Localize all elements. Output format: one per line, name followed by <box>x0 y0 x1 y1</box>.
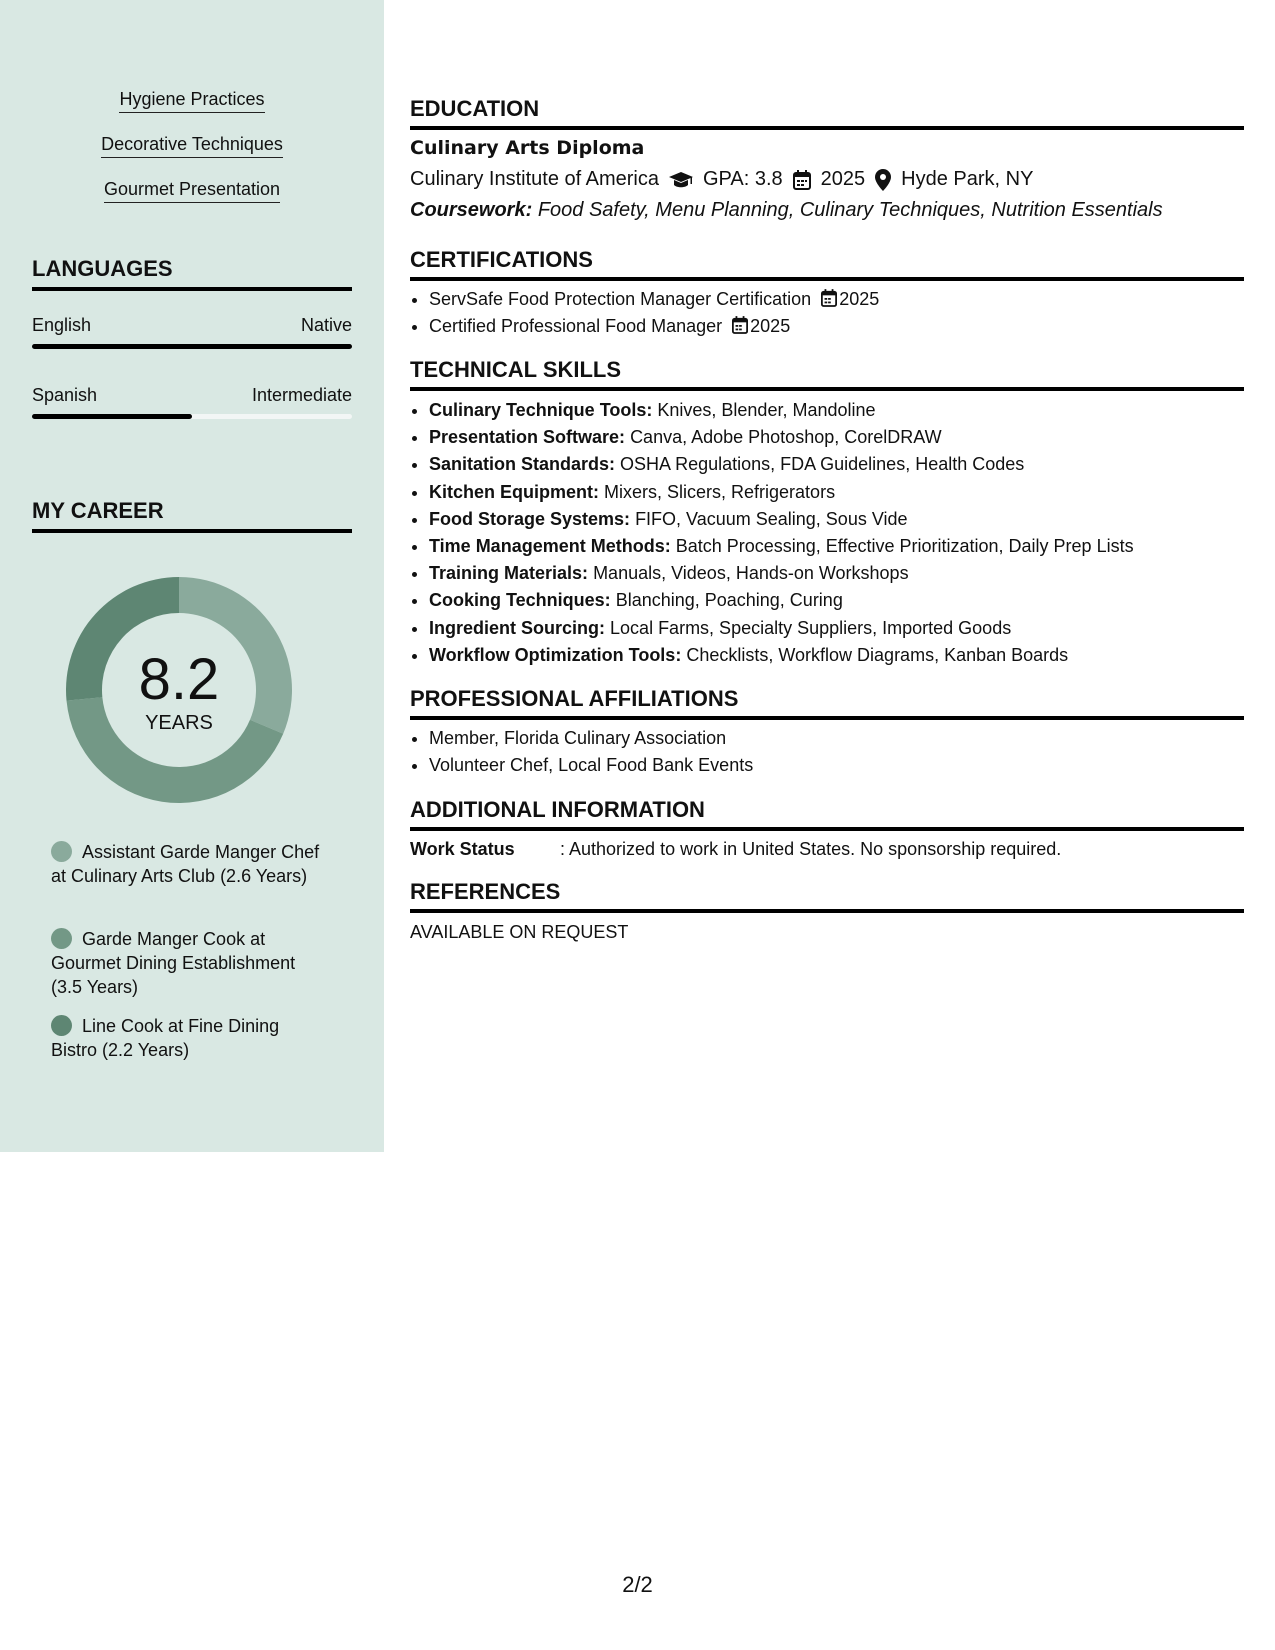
list-item: • Volunteer Chef, Local Food Bank Events <box>429 752 1263 779</box>
graduation-cap-icon <box>669 170 693 190</box>
career-total-value: 8.2 <box>138 647 220 712</box>
language-bar-spanish <box>32 414 352 419</box>
skill-item: Hygiene Practices <box>0 89 384 110</box>
career-dot <box>51 928 72 949</box>
coursework <box>410 199 1244 222</box>
additional-info-heading: ADDITIONAL INFORMATION <box>410 797 1244 831</box>
skill-list-item: • Presentation Software: Canva, Adobe Photoshop, CorelDRAW <box>429 424 1263 451</box>
degree-title: Culinary Arts Diploma <box>410 137 645 159</box>
calendar-icon <box>793 170 811 190</box>
skill-list-item: • Sanitation Standards: OSHA Regulations, FDA Guidelines, Health Codes <box>429 451 1263 478</box>
language-level: Intermediate <box>251 385 352 405</box>
technical-skills-list <box>410 397 1263 669</box>
references-heading: REFERENCES <box>410 879 1244 913</box>
education-meta <box>410 168 1244 191</box>
coursework-label: Coursework: <box>410 199 533 221</box>
skill-list-item: • Kitchen Equipment: Mixers, Slicers, Refrigerators <box>429 479 1263 506</box>
career-donut-chart <box>62 573 296 807</box>
language-row-spanish <box>32 385 352 406</box>
list-item: • Member, Florida Culinary Association <box>429 725 1263 752</box>
graduation-year: 2025 <box>820 168 866 190</box>
sidebar <box>0 0 384 1152</box>
career-dot <box>51 841 72 862</box>
page-number: 2/2 <box>622 1572 653 1597</box>
references-text: AVAILABLE ON REQUEST <box>410 922 629 942</box>
calendar-icon <box>732 316 748 334</box>
work-status-label: Work Status <box>410 839 515 859</box>
language-name: Spanish <box>32 385 98 405</box>
skill-list-item: • Culinary Technique Tools: Knives, Blender, Mandoline <box>429 397 1263 424</box>
gpa: GPA: 3.8 <box>703 168 783 190</box>
location-pin-icon <box>875 169 891 191</box>
career-item: Garde Manger Cook at Gourmet Dining Establishment (3.5 Years) <box>51 929 296 997</box>
skill-list-item: • Ingredient Sourcing: Local Farms, Specialty Suppliers, Imported Goods <box>429 615 1263 642</box>
skill-list-item: • Workflow Optimization Tools: Checklists, Workflow Diagrams, Kanban Boards <box>429 642 1263 669</box>
language-bar-fill <box>32 344 352 349</box>
career-dot <box>51 1015 72 1036</box>
affiliations-heading: PROFESSIONAL AFFILIATIONS <box>410 686 1244 720</box>
skill-list-item: • Time Management Methods: Batch Processing, Effective Prioritization, Daily Prep Lists <box>429 533 1263 560</box>
list-item: • Certified Professional Food Manager 2025 <box>429 313 1263 340</box>
location: Hyde Park, NY <box>901 168 1034 190</box>
certifications-list <box>410 286 1263 340</box>
affiliations-list <box>410 725 1263 779</box>
education-heading: EDUCATION <box>410 96 1244 130</box>
skill-list-item: • Food Storage Systems: FIFO, Vacuum Sealing, Sous Vide <box>429 506 1263 533</box>
calendar-icon <box>821 289 837 307</box>
career-total-unit: YEARS <box>145 712 213 734</box>
work-status-value: : Authorized to work in United States. No sponsorship required. <box>560 839 1062 859</box>
certifications-heading: CERTIFICATIONS <box>410 247 1244 281</box>
coursework-list: Food Safety, Menu Planning, Culinary Techniques, Nutrition Essentials <box>537 199 1163 221</box>
language-level: Native <box>300 315 352 335</box>
list-item: • ServSafe Food Protection Manager Certification 2025 <box>429 286 1263 313</box>
work-status-row <box>410 839 1244 860</box>
language-row-english <box>32 315 352 336</box>
technical-skills-heading: TECHNICAL SKILLS <box>410 357 1244 391</box>
institution: Culinary Institute of America <box>410 168 659 190</box>
language-bar-english <box>32 344 352 349</box>
career-item: Line Cook at Fine Dining Bistro (2.2 Years) <box>51 1016 280 1060</box>
career-heading: MY CAREER <box>32 498 352 533</box>
languages-heading: LANGUAGES <box>32 256 352 291</box>
skill-item: Gourmet Presentation <box>0 179 384 200</box>
language-bar-fill <box>32 414 192 419</box>
skill-item: Decorative Techniques <box>0 134 384 155</box>
skill-list-item: • Cooking Techniques: Blanching, Poaching, Curing <box>429 587 1263 614</box>
career-item: Assistant Garde Manger Chef at Culinary Arts Club (2.6 Years) <box>51 842 320 886</box>
language-name: English <box>32 315 92 335</box>
skill-list-item: • Training Materials: Manuals, Videos, Hands-on Workshops <box>429 560 1263 587</box>
